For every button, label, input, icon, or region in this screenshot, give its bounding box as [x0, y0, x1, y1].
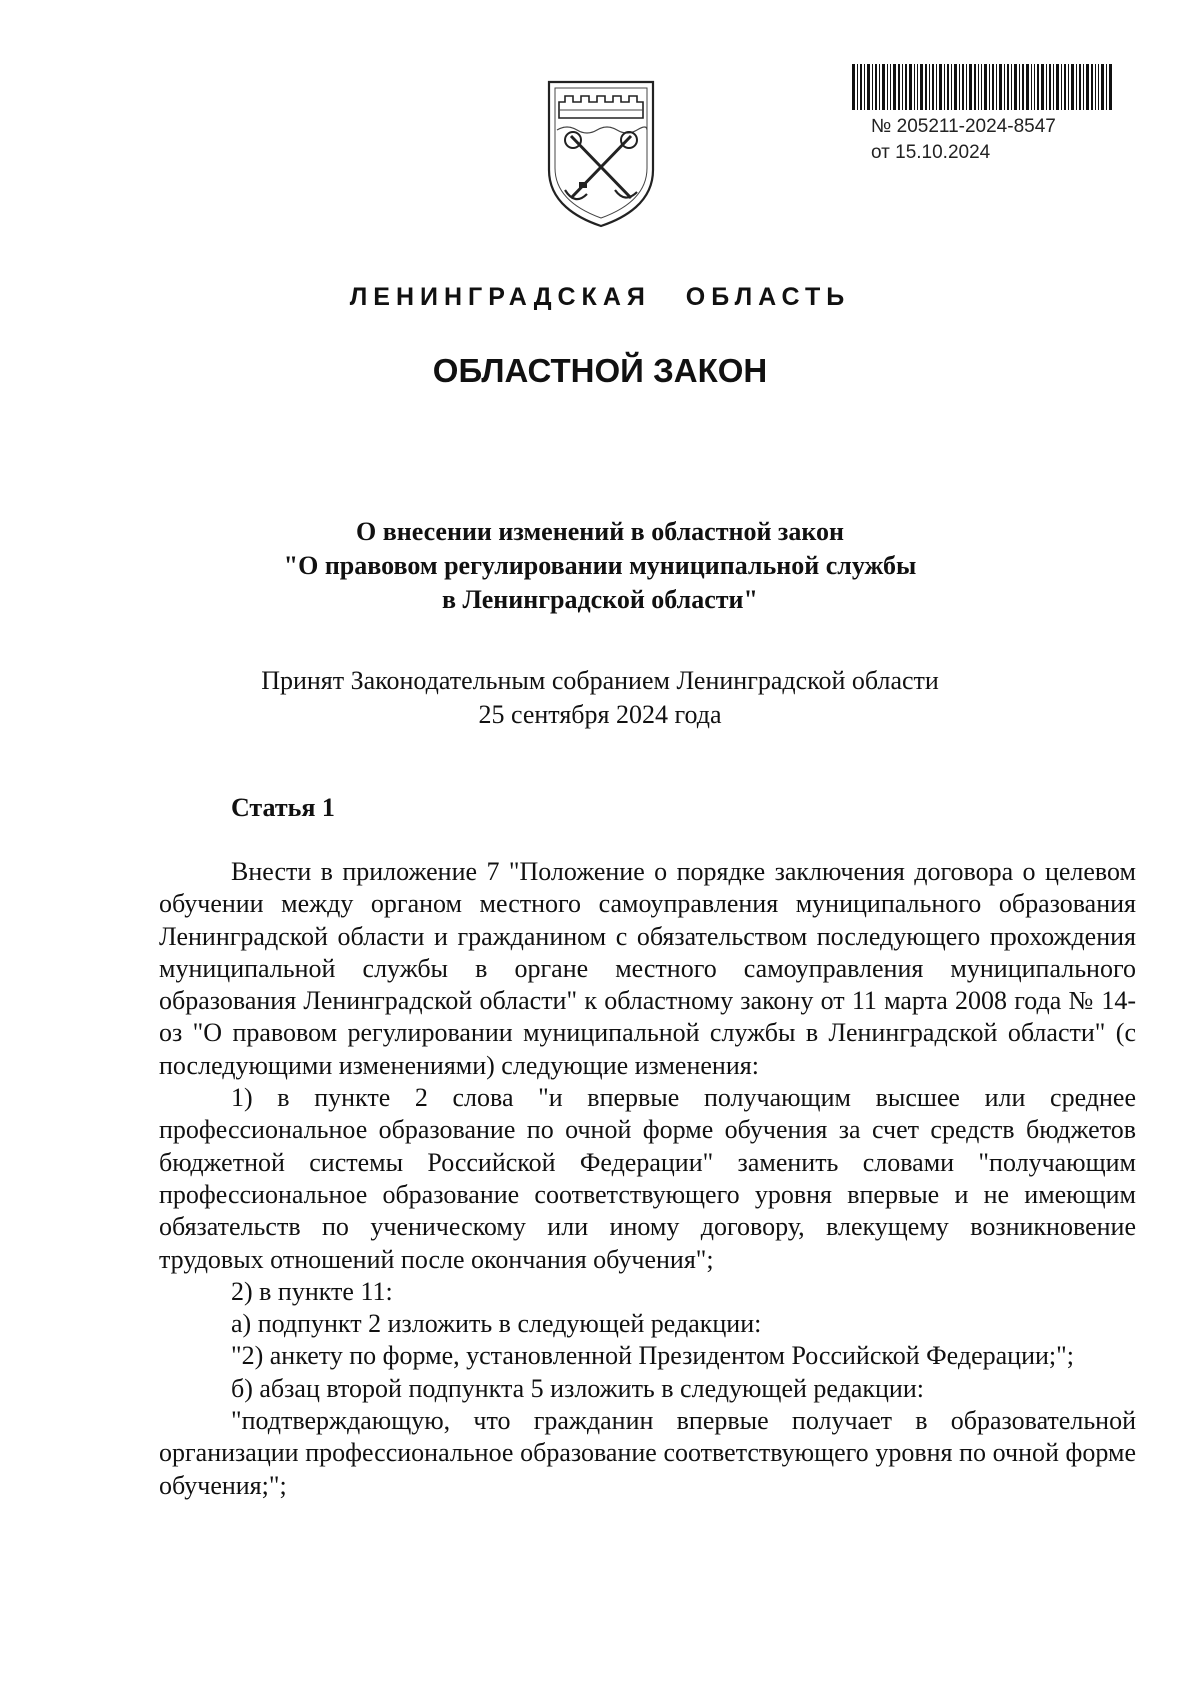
article-paragraph: б) абзац второй подпункта 5 изложить в следующей редакции: [231, 1373, 924, 1403]
registration-date: от 15.10.2024 [871, 142, 991, 163]
article-paragraph: "подтверждающую, что гражданин впервые получает в образовательной организации профессиональное образование соответствующего уровня по очной форме обучения;"; [159, 1406, 1136, 1500]
region-heading: ЛЕНИНГРАДСКАЯ ОБЛАСТЬ [349, 283, 851, 311]
article-paragraph: 2) в пункте 11: [231, 1276, 393, 1306]
law-title-line: О внесении изменений в областной закон [355, 517, 845, 546]
adoption-line: Принят Законодательным собранием Ленинградской области [261, 666, 939, 695]
law-title-line: в Ленинградской области" [442, 585, 758, 614]
article-paragraph: Внести в приложение 7 "Положение о порядке заключения договора о целевом обучении между органом местного самоуправления муниципального образования Ленинградской области и гражданином с обязательством последующего прохождения муниципальной службы в органе местного самоуправления муниципального образования Ленинградской области" к областному закону от 11 марта 2008 года № 14-оз "О правовом регулировании муниципальной службы в Ленинградской области" (с последующими изменениями) следующие изменения: [159, 857, 1136, 1080]
law-title [0, 515, 1200, 617]
article-paragraph: 1) в пункте 2 слова "и впервые получающим высшее или среднее профессиональное образование по очной форме обучения за счет средств бюджетов бюджетной системы Российской Федерации" заменить словами "получающим профессиональное образование соответствующего уровня впервые и не имеющим обязательств по ученическому или иному договору, влекущему возникновение трудовых отношений после окончания обучения"; [159, 1083, 1136, 1274]
law-title-line: "О правовом регулировании муниципальной службы [283, 551, 917, 580]
document-type-heading: ОБЛАСТНОЙ ЗАКОН [432, 352, 768, 389]
coat-of-arms-emblem [545, 78, 657, 228]
article-heading: Статья 1 [231, 793, 335, 822]
barcode [852, 64, 1112, 110]
registration-number: № 205211-2024-8547 [871, 116, 1056, 137]
article-paragraph: а) подпункт 2 изложить в следующей редакции: [231, 1309, 762, 1339]
adoption-date: 25 сентября 2024 года [478, 700, 722, 729]
article-paragraph: "2) анкету по форме, установленной Президентом Российской Федерации;"; [231, 1341, 1074, 1371]
article-body [159, 856, 1136, 1502]
adoption-note [0, 664, 1200, 732]
